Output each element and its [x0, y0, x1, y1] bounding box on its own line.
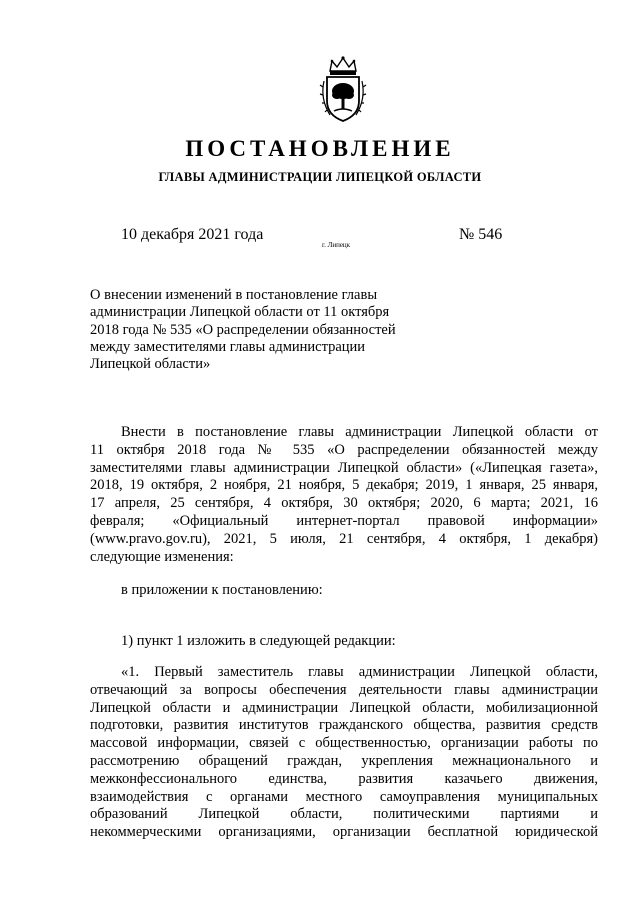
document-title: ПОСТАНОВЛЕНИЕ [185, 136, 455, 161]
paragraph-line: февраля; «Официальный интернет-портал правовой информации» [90, 512, 598, 529]
document-city: г. Липецк [322, 241, 351, 249]
subject-line: О внесении изменений в постановление главы [90, 287, 378, 303]
subject-line: между заместителями главы администрации [90, 338, 366, 355]
paragraph-line: 11 октября 2018 года № 535 «О распределении обязанностей между [90, 441, 598, 458]
document-number: № 546 [459, 226, 503, 243]
paragraph-line: 17 апреля, 25 сентября, 4 октября, 30 октября; 2020, 6 марта; 2021, 16 [90, 495, 598, 512]
paragraph-line: Внести в постановление главы администрации Липецкой области от [121, 424, 598, 440]
document-date: 10 декабря 2021 года [121, 226, 264, 243]
paragraph-line: некоммерческими организациями, организации бесплатной юридической [90, 824, 598, 841]
paragraph-line: межконфессионального единства, развития казачьего движения, [90, 770, 598, 787]
coat-of-arms-emblem [316, 55, 370, 125]
paragraph-line: следующие изменения: [90, 548, 234, 565]
paragraph-line: рассмотрению обращений граждан, укрепления межнационального и [90, 752, 598, 769]
subject-heading [90, 287, 430, 373]
paragraph-item-1-text [90, 664, 598, 842]
paragraph-line: 2018, 19 октября, 2 ноября, 21 ноября, 5 декабря; 2019, 1 января, 25 января, [90, 477, 598, 494]
paragraph-line: взаимодействия с органами местного самоуправления муниципальных [90, 788, 598, 805]
paragraph-line: «1. Первый заместитель главы администрации Липецкой области, [121, 664, 598, 680]
subject-line: администрации Липецкой области от 11 октября [90, 304, 390, 321]
subject-line: 2018 года № 535 «О распределении обязанностей [90, 321, 396, 338]
paragraph-line: образований Липецкой области, политическими партиями и [90, 806, 598, 823]
paragraph-line: массовой информации, связей с общественностью, организации работы по [90, 735, 598, 752]
paragraph-amendment-intro [90, 424, 598, 566]
paragraph-line: Липецкой области и администрации Липецкой области, мобилизационной [90, 699, 598, 716]
paragraph-item-1: 1) пункт 1 изложить в следующей редакции: [121, 633, 396, 649]
document-subtitle: ГЛАВЫ АДМИНИСТРАЦИИ ЛИПЕЦКОЙ ОБЛАСТИ [158, 170, 482, 184]
paragraph-line: отвечающий за вопросы обеспечения деятельности главы администрации [90, 681, 598, 698]
subject-line: Липецкой области» [90, 356, 211, 373]
paragraph-appendix: в приложении к постановлению: [121, 582, 323, 598]
paragraph-line: (www.pravo.gov.ru), 2021, 5 июля, 21 сентября, 4 октября, 1 декабря) [90, 530, 598, 547]
paragraph-line: заместителями главы администрации Липецкой области» («Липецкая газета», [90, 459, 598, 476]
paragraph-line: подготовки, развития институтов гражданского общества, развития средств [90, 717, 598, 734]
